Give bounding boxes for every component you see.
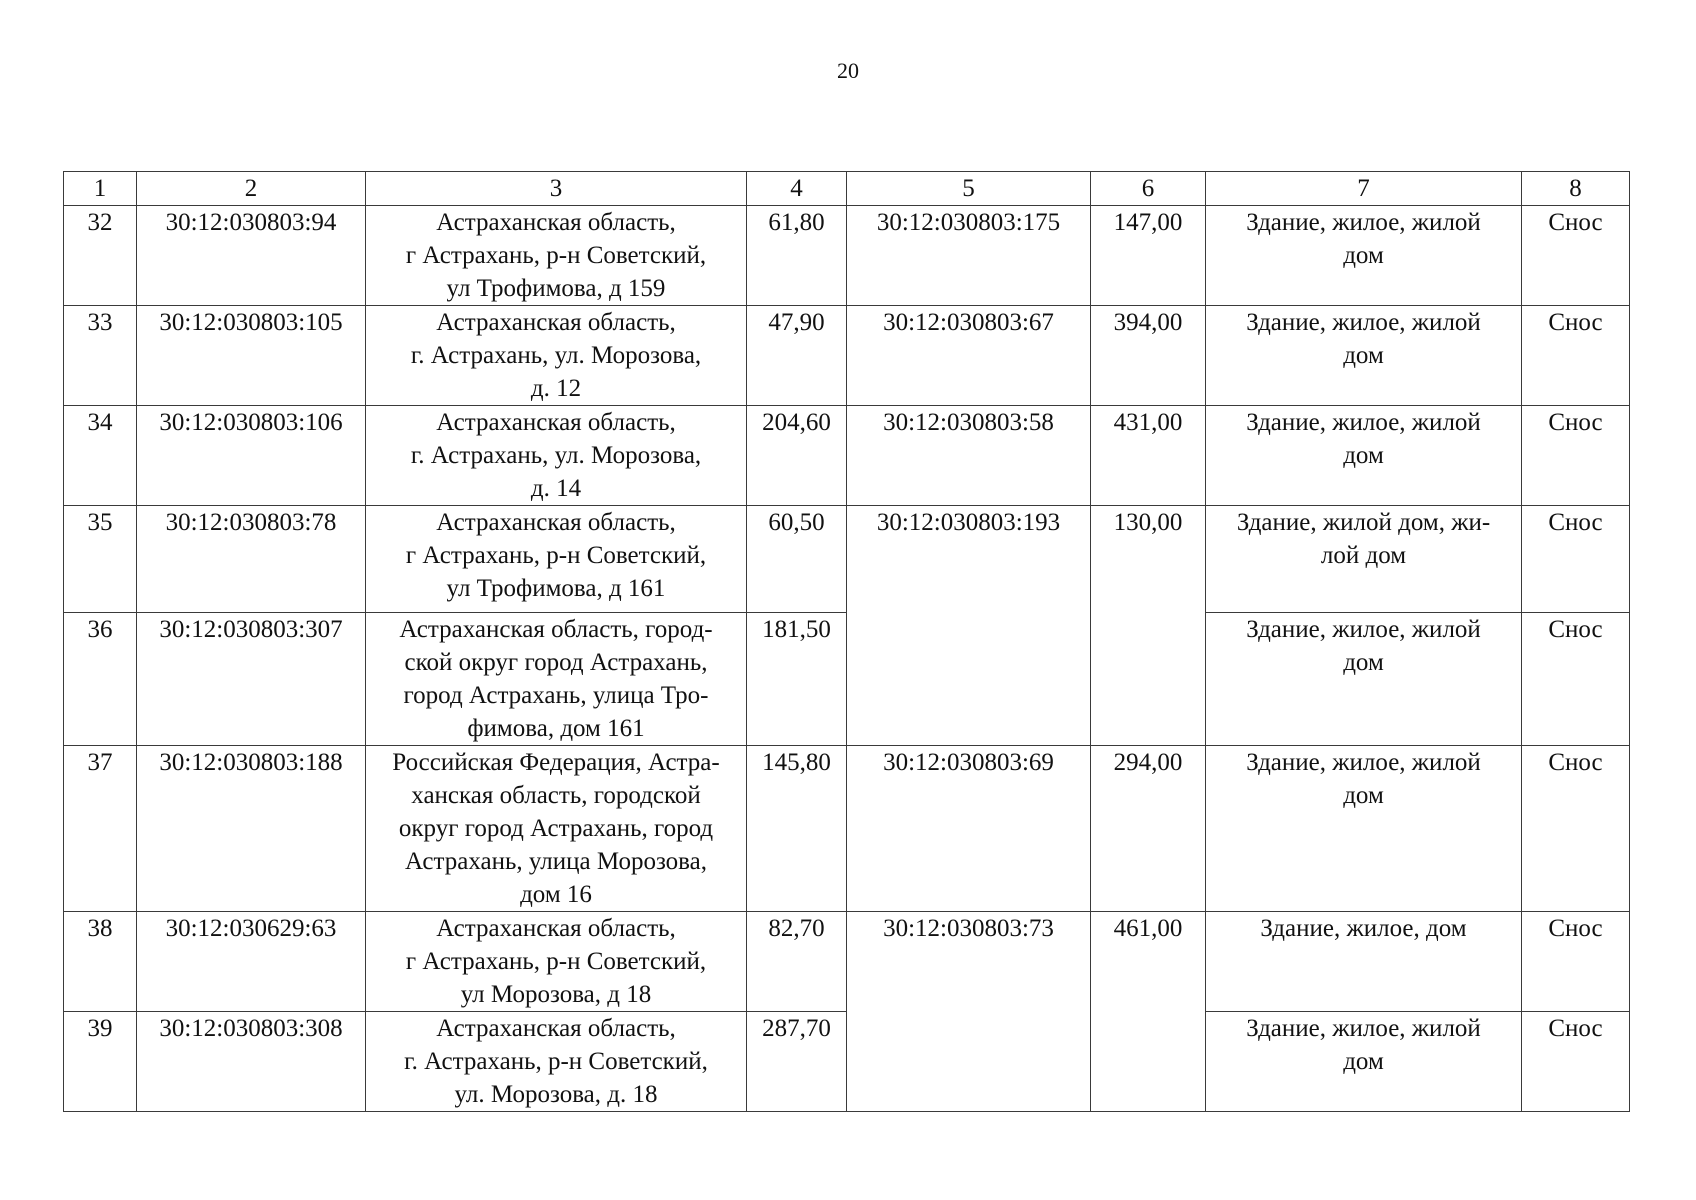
object-type: Здание, жилое, дом: [1206, 912, 1522, 1012]
land-area: 394,00: [1091, 306, 1206, 406]
object-type: Здание, жилое, жилой дом: [1206, 746, 1522, 912]
row-number: 34: [64, 406, 137, 506]
land-area: 461,00: [1091, 912, 1206, 1112]
object-type: Здание, жилое, жилой дом: [1206, 613, 1522, 746]
area: 181,50: [747, 613, 847, 746]
land-area: 147,00: [1091, 206, 1206, 306]
address: Астраханская область, г. Астрахань, р-н Советский, ул. Морозова, д. 18: [366, 1012, 747, 1112]
cadastral-number: 30:12:030803:188: [137, 746, 366, 912]
page-number: 20: [837, 58, 859, 83]
action: Снос: [1522, 1012, 1630, 1112]
action: Снос: [1522, 406, 1630, 506]
land-cadastral-number: 30:12:030803:58: [847, 406, 1091, 506]
land-cadastral-number: 30:12:030803:175: [847, 206, 1091, 306]
table-row: [64, 506, 1630, 613]
address: Российская Федерация, Астра- ханская область, городской округ город Астрахань, город Астрахань, улица Морозова, дом 16: [366, 746, 747, 912]
column-header: 1: [64, 172, 137, 206]
header-row: [64, 172, 1630, 206]
column-header: 3: [366, 172, 747, 206]
land-cadastral-number: 30:12:030803:73: [847, 912, 1091, 1112]
object-type: Здание, жилое, жилой дом: [1206, 206, 1522, 306]
address: Астраханская область, г Астрахань, р-н Советский, ул Морозова, д 18: [366, 912, 747, 1012]
object-type: Здание, жилое, жилой дом: [1206, 406, 1522, 506]
table-row: [64, 912, 1630, 1012]
area: 60,50: [747, 506, 847, 613]
row-number: 37: [64, 746, 137, 912]
cadastral-number: 30:12:030803:308: [137, 1012, 366, 1112]
action: Снос: [1522, 206, 1630, 306]
area: 47,90: [747, 306, 847, 406]
area: 61,80: [747, 206, 847, 306]
row-number: 33: [64, 306, 137, 406]
row-number: 36: [64, 613, 137, 746]
area: 204,60: [747, 406, 847, 506]
column-header: 8: [1522, 172, 1630, 206]
column-header: 6: [1091, 172, 1206, 206]
table-row: [64, 206, 1630, 306]
land-area: 431,00: [1091, 406, 1206, 506]
row-number: 38: [64, 912, 137, 1012]
cadastral-number: 30:12:030629:63: [137, 912, 366, 1012]
row-number: 32: [64, 206, 137, 306]
cadastral-number: 30:12:030803:307: [137, 613, 366, 746]
address: Астраханская область, г Астрахань, р-н Советский, ул Трофимова, д 159: [366, 206, 747, 306]
object-type: Здание, жилое, жилой дом: [1206, 306, 1522, 406]
cadastral-number: 30:12:030803:105: [137, 306, 366, 406]
column-header: 5: [847, 172, 1091, 206]
table-row: [64, 306, 1630, 406]
area: 287,70: [747, 1012, 847, 1112]
table-row: [64, 746, 1630, 912]
row-number: 35: [64, 506, 137, 613]
address: Астраханская область, г Астрахань, р-н Советский, ул Трофимова, д 161: [366, 506, 747, 613]
column-header: 7: [1206, 172, 1522, 206]
register-table: [63, 171, 1630, 1112]
address: Астраханская область, город- ской округ город Астрахань, город Астрахань, улица Тро- фимова, дом 161: [366, 613, 747, 746]
cadastral-number: 30:12:030803:78: [137, 506, 366, 613]
land-cadastral-number: 30:12:030803:69: [847, 746, 1091, 912]
action: Снос: [1522, 613, 1630, 746]
object-type: Здание, жилой дом, жи- лой дом: [1206, 506, 1522, 613]
land-area: 294,00: [1091, 746, 1206, 912]
land-cadastral-number: 30:12:030803:193: [847, 506, 1091, 746]
row-number: 39: [64, 1012, 137, 1112]
action: Снос: [1522, 506, 1630, 613]
address: Астраханская область, г. Астрахань, ул. Морозова, д. 14: [366, 406, 747, 506]
action: Снос: [1522, 306, 1630, 406]
cadastral-number: 30:12:030803:106: [137, 406, 366, 506]
object-type: Здание, жилое, жилой дом: [1206, 1012, 1522, 1112]
table-row: [64, 406, 1630, 506]
column-header: 4: [747, 172, 847, 206]
action: Снос: [1522, 912, 1630, 1012]
column-header: 2: [137, 172, 366, 206]
address: Астраханская область, г. Астрахань, ул. Морозова, д. 12: [366, 306, 747, 406]
land-cadastral-number: 30:12:030803:67: [847, 306, 1091, 406]
area: 145,80: [747, 746, 847, 912]
cadastral-number: 30:12:030803:94: [137, 206, 366, 306]
land-area: 130,00: [1091, 506, 1206, 746]
action: Снос: [1522, 746, 1630, 912]
area: 82,70: [747, 912, 847, 1012]
